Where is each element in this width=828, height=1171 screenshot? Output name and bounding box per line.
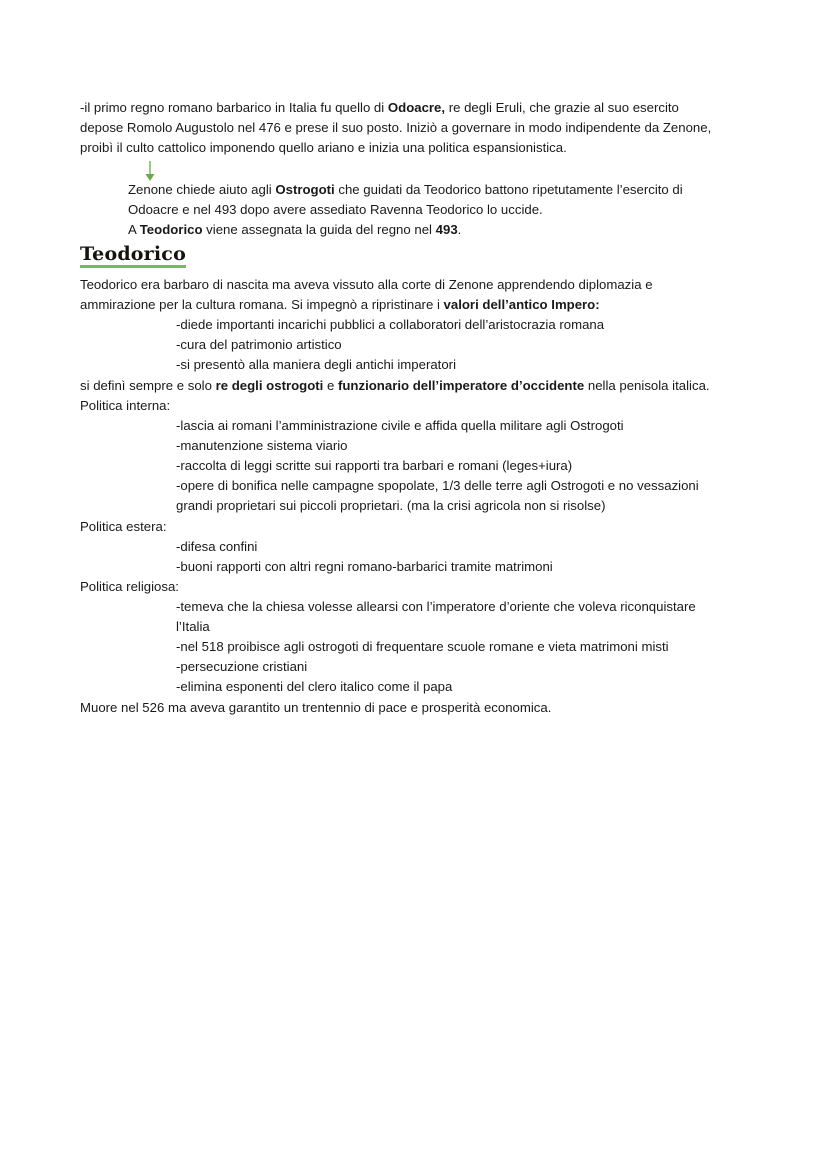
- paragraph3-line2: ammirazione per la cultura romana. Si impegnò a ripristinare i valori dell’antico Impero:: [80, 297, 600, 312]
- paragraph1-line2: depose Romolo Augustolo nel 476 e prese il suo posto. Iniziò a governare in modo indipendente da Zenone,: [80, 120, 712, 135]
- list-item: -cura del patrimonio artistico: [176, 337, 342, 352]
- paragraph2-line2: Odoacre e nel 493 dopo avere assediato Ravenna Teodorico lo uccide.: [128, 202, 543, 217]
- list-item: -lascia ai romani l’amministrazione civile e affida quella militare agli Ostrogoti: [176, 418, 624, 433]
- list-item: -si presentò alla maniera degli antichi imperatori: [176, 357, 457, 372]
- list-item: grandi proprietari sui piccoli proprietari. (ma la crisi agricola non si risolse): [176, 498, 606, 513]
- politica-interna-label: Politica interna:: [80, 398, 171, 413]
- down-arrow-icon: [144, 160, 156, 182]
- paragraph3-line3: si definì sempre e solo re degli ostrogoti e funzionario dell’imperatore d’occidente nella penisola italica.: [80, 378, 710, 393]
- list-item: -raccolta di leggi scritte sui rapporti tra barbari e romani (leges+iura): [176, 458, 573, 473]
- list-item: -persecuzione cristiani: [176, 659, 308, 674]
- conclusion-line: Muore nel 526 ma aveva garantito un trentennio di pace e prosperità economica.: [80, 700, 552, 715]
- paragraph1-line3: proibì il culto cattolico imponendo quello ariano e inizia una politica espansionistica.: [80, 140, 567, 155]
- paragraph2-line1: Zenone chiede aiuto agli Ostrogoti che guidati da Teodorico battono ripetutamente l’esercito di: [128, 182, 683, 197]
- section-heading-teodorico: Teodorico: [80, 243, 186, 268]
- paragraph2-line3: A Teodorico viene assegnata la guida del regno nel 493.: [128, 222, 462, 237]
- list-item: -buoni rapporti con altri regni romano-barbarici tramite matrimoni: [176, 559, 553, 574]
- list-item: -temeva che la chiesa volesse allearsi con l’imperatore d’oriente che voleva riconquistare: [176, 599, 696, 614]
- list-item: -nel 518 proibisce agli ostrogoti di frequentare scuole romane e vieta matrimoni misti: [176, 639, 669, 654]
- list-item: -manutenzione sistema viario: [176, 438, 348, 453]
- list-item: -opere di bonifica nelle campagne spopolate, 1/3 delle terre agli Ostrogoti e no vessazioni: [176, 478, 699, 493]
- politica-estera-label: Politica estera:: [80, 519, 167, 534]
- paragraph1-line1: -il primo regno romano barbarico in Italia fu quello di Odoacre, re degli Eruli, che grazie al suo esercito: [80, 100, 679, 115]
- list-item: -diede importanti incarichi pubblici a collaboratori dell’aristocrazia romana: [176, 317, 605, 332]
- politica-religiosa-label: Politica religiosa:: [80, 579, 179, 594]
- list-item: -elimina esponenti del clero italico come il papa: [176, 679, 453, 694]
- list-item: l’Italia: [176, 619, 210, 634]
- list-item: -difesa confini: [176, 539, 258, 554]
- paragraph3-line1: Teodorico era barbaro di nascita ma aveva vissuto alla corte di Zenone apprendendo diplomazia e: [80, 277, 653, 292]
